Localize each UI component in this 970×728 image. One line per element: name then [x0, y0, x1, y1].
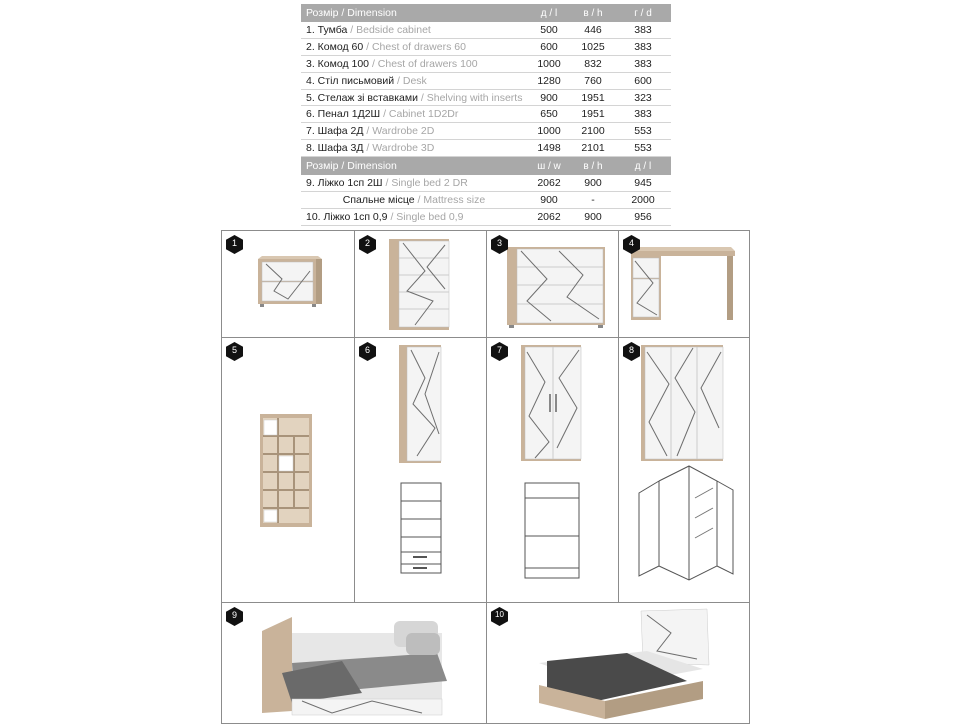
number-badge-6	[359, 342, 376, 361]
row-name-uk: Спальне місце	[342, 193, 415, 206]
product-cell-10	[487, 603, 750, 724]
row-value-1: 650	[540, 108, 558, 121]
separator: /	[338, 160, 348, 173]
table-row	[301, 123, 671, 140]
row-value-2: 900	[584, 177, 602, 190]
number-badge-5	[226, 342, 243, 361]
separator: /	[414, 193, 424, 206]
table-row	[301, 209, 671, 226]
row-value-2: 760	[584, 74, 602, 87]
table-header-2	[301, 157, 671, 175]
row-value-2: 1951	[581, 91, 605, 104]
badge-text: 2	[364, 238, 370, 248]
separator: /	[347, 23, 357, 36]
dimensions-table	[301, 4, 671, 226]
row-value-3: 945	[634, 177, 652, 190]
row-name-uk: 10. Ліжко 1сп 0,9	[306, 210, 388, 223]
row-name-uk: 8. Шафа 3Д	[306, 142, 364, 155]
row-value-2: 1025	[581, 40, 605, 53]
header-col-length: д / l	[540, 7, 558, 19]
number-badge-8	[623, 342, 640, 361]
separator: /	[363, 125, 373, 138]
separator: /	[387, 210, 397, 223]
header-col-height: в / h	[583, 7, 603, 19]
separator: /	[380, 108, 389, 121]
badge-text: 5	[231, 345, 237, 355]
header-col-length: д / l	[634, 160, 652, 172]
row-value-3: 956	[634, 210, 652, 223]
number-badge-7	[491, 342, 508, 361]
row-value-3: 553	[634, 142, 652, 155]
row-name-en: Wardrobe 2D	[372, 125, 435, 138]
table-row	[301, 39, 671, 56]
cabinet-illustration	[355, 338, 487, 603]
header-name-en: Dimension	[347, 160, 397, 173]
row-value-3: 2000	[631, 193, 655, 206]
row-name-en: Mattress size	[423, 193, 486, 206]
wardrobe-3d-illustration	[619, 338, 750, 603]
number-badge-2	[359, 235, 376, 254]
header-col-height: в / h	[583, 160, 603, 172]
row-name-en: Single bed 2 DR	[391, 177, 468, 190]
row-value-2: 2101	[581, 142, 605, 155]
header-name-uk: Розмір	[306, 160, 339, 173]
table-body-2	[301, 175, 671, 226]
single-bed-illustration	[487, 603, 750, 724]
row-value-3: 323	[634, 91, 652, 104]
badge-text: 4	[628, 238, 634, 248]
row-name-en: Cabinet 1D2Dr	[388, 108, 459, 121]
row-name	[301, 92, 527, 104]
row-name-en: Wardrobe 3D	[372, 142, 435, 155]
row-value-1: 2062	[537, 210, 561, 223]
row-value-3: 383	[634, 40, 652, 53]
row-name-uk: 7. Шафа 2Д	[306, 125, 364, 138]
table-row	[301, 73, 671, 90]
product-cell-8	[619, 338, 750, 603]
header-name-en: Dimension	[347, 7, 397, 19]
row-name	[301, 108, 527, 120]
row-value-1: 1000	[537, 57, 561, 70]
badge-text: 8	[628, 345, 634, 355]
row-value-1: 900	[540, 91, 558, 104]
row-value-2: 446	[584, 23, 602, 36]
number-badge-9	[226, 607, 243, 626]
row-name-uk: 2. Комод 60	[306, 40, 364, 53]
shelving-illustration	[222, 338, 355, 603]
row-name	[301, 41, 527, 53]
header-name-uk: Розмір	[306, 7, 339, 19]
header-col-width: ш / w	[537, 160, 561, 172]
number-badge-1	[226, 235, 243, 254]
header-col-depth: г / d	[634, 7, 652, 19]
number-badge-4	[623, 235, 640, 254]
row-name-en: Bedside cabinet	[356, 23, 431, 36]
table-row	[301, 175, 671, 192]
row-name	[301, 75, 527, 87]
row-name-uk: 3. Комод 100	[306, 57, 370, 70]
separator: /	[363, 40, 372, 53]
separator: /	[417, 91, 427, 104]
badge-text: 3	[496, 238, 502, 248]
row-value-2: 2100	[581, 125, 605, 138]
row-name-uk: 6. Пенал 1Д2Ш	[306, 108, 381, 121]
row-value-1: 500	[540, 23, 558, 36]
row-value-1: 900	[540, 193, 558, 206]
table-row	[301, 90, 671, 107]
separator: /	[369, 57, 378, 70]
row-name-uk: 9. Ліжко 1сп 2Ш	[306, 177, 383, 190]
row-value-1: 2062	[537, 177, 561, 190]
row-value-3: 600	[634, 74, 652, 87]
badge-text: 1	[231, 238, 237, 248]
number-badge-10	[491, 607, 508, 626]
table-row	[301, 140, 671, 157]
table-row	[301, 192, 671, 209]
badge-text: 9	[231, 610, 237, 620]
separator: /	[363, 142, 373, 155]
table-row	[301, 106, 671, 123]
row-name	[301, 24, 527, 36]
row-value-1: 1000	[537, 125, 561, 138]
row-value-3: 553	[634, 125, 652, 138]
row-value-3: 383	[634, 108, 652, 121]
row-value-2: 832	[584, 57, 602, 70]
row-name	[301, 194, 527, 206]
row-value-2: 900	[584, 210, 602, 223]
separator: /	[394, 74, 403, 87]
row-name-en: Chest of drawers 60	[371, 40, 466, 53]
table-body-1	[301, 22, 671, 157]
row-name-uk: 5. Стелаж зі вставками	[306, 91, 418, 104]
row-value-1: 1498	[537, 142, 561, 155]
row-name-en: Desk	[402, 74, 427, 87]
badge-text: 10	[495, 610, 504, 619]
table-row	[301, 22, 671, 39]
table-header	[301, 4, 671, 22]
product-cell-6	[355, 338, 487, 603]
row-name	[301, 58, 527, 70]
row-name	[301, 211, 527, 223]
row-name-uk: 4. Стіл письмовий	[306, 74, 395, 87]
row-name-uk: 1. Тумба	[306, 23, 348, 36]
product-cell-7	[487, 338, 619, 603]
number-badge-3	[491, 235, 508, 254]
single-bed-drawers-illustration	[222, 603, 487, 724]
row-value-1: 600	[540, 40, 558, 53]
separator: /	[382, 177, 392, 190]
separator: /	[338, 7, 348, 19]
product-cell-5	[222, 338, 355, 603]
row-name	[301, 125, 527, 137]
row-name-en: Shelving with inserts	[426, 91, 523, 104]
row-value-1: 1280	[537, 74, 561, 87]
table-row	[301, 56, 671, 73]
row-name	[301, 177, 527, 189]
row-name-en: Chest of drawers 100	[377, 57, 478, 70]
product-grid	[221, 230, 750, 724]
wardrobe-2d-illustration	[487, 338, 619, 603]
row-name-en: Single bed 0,9	[396, 210, 464, 223]
badge-text: 7	[496, 345, 502, 355]
row-value-3: 383	[634, 57, 652, 70]
badge-text: 6	[364, 345, 370, 355]
row-value-2: 1951	[581, 108, 605, 121]
row-value-2: -	[591, 193, 595, 206]
row-name	[301, 142, 527, 154]
product-cell-9	[222, 603, 487, 724]
row-value-3: 383	[634, 23, 652, 36]
